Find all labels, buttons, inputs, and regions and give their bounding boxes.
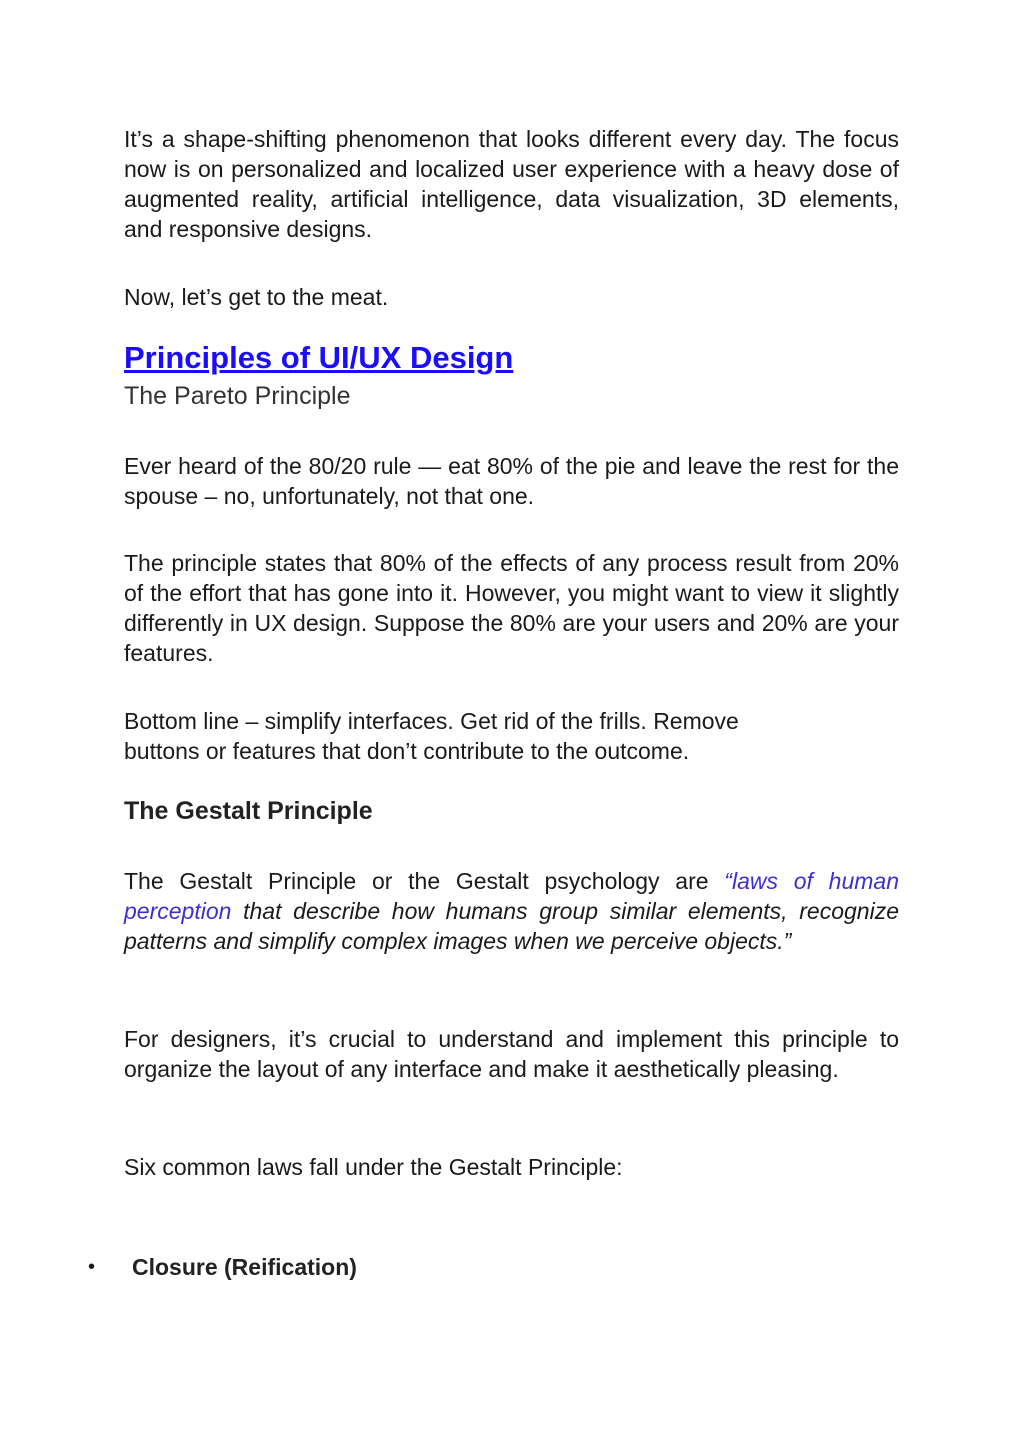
bullet-marker: •: [88, 1256, 96, 1278]
gestalt-paragraph-1-prefix: The Gestalt Principle or the Gestalt psychology are: [124, 868, 725, 894]
quote-open-mark: “: [724, 868, 732, 894]
intro-paragraph: It’s a shape-shifting phenomenon that looks different every day. The focus now is on personalized and localized user experience with a heavy dose of augmented reality, artificial intelligence, data visualization, 3D elements, and responsive designs.: [124, 126, 899, 242]
gestalt-paragraph-2: For designers, it’s crucial to understand and implement this principle to organize the layout of any interface and make it aesthetically pleasing.: [124, 1026, 899, 1082]
pareto-paragraph-3-line-2: buttons or features that don’t contribute to the outcome.: [124, 738, 690, 764]
intro-transition-text: Now, let’s get to the meat.: [124, 284, 389, 310]
gestalt-heading: The Gestalt Principle: [124, 797, 373, 825]
pareto-paragraph-3-line-1: Bottom line – simplify interfaces. Get rid of the frills. Remove: [124, 708, 739, 734]
pareto-subheading: The Pareto Principle: [124, 382, 351, 410]
gestalt-quote-text: that describe how humans group similar elements, recognize patterns and simplify complex images when we perceive objects.”: [124, 898, 899, 954]
gestalt-paragraph-1: [124, 866, 899, 956]
list-item-label: Closure (Reification): [132, 1254, 357, 1280]
pareto-paragraph-1: Ever heard of the 80/20 rule — eat 80% of the pie and leave the rest for the spouse – no, unfortunately, not that one.: [124, 453, 899, 509]
pareto-paragraph-3: [124, 706, 899, 766]
laws-of-human-perception-link[interactable]: laws of human perception: [124, 868, 899, 924]
pareto-paragraph-2: The principle states that 80% of the effects of any process result from 20% of the effort that has gone into it. However, you might want to view it slightly differently in UX design. Suppose the 80% are your users and 20% are your features.: [124, 550, 899, 666]
gestalt-paragraph-3: Six common laws fall under the Gestalt Principle:: [124, 1154, 623, 1180]
principles-heading-link[interactable]: Principles of UI/UX Design: [124, 340, 514, 375]
